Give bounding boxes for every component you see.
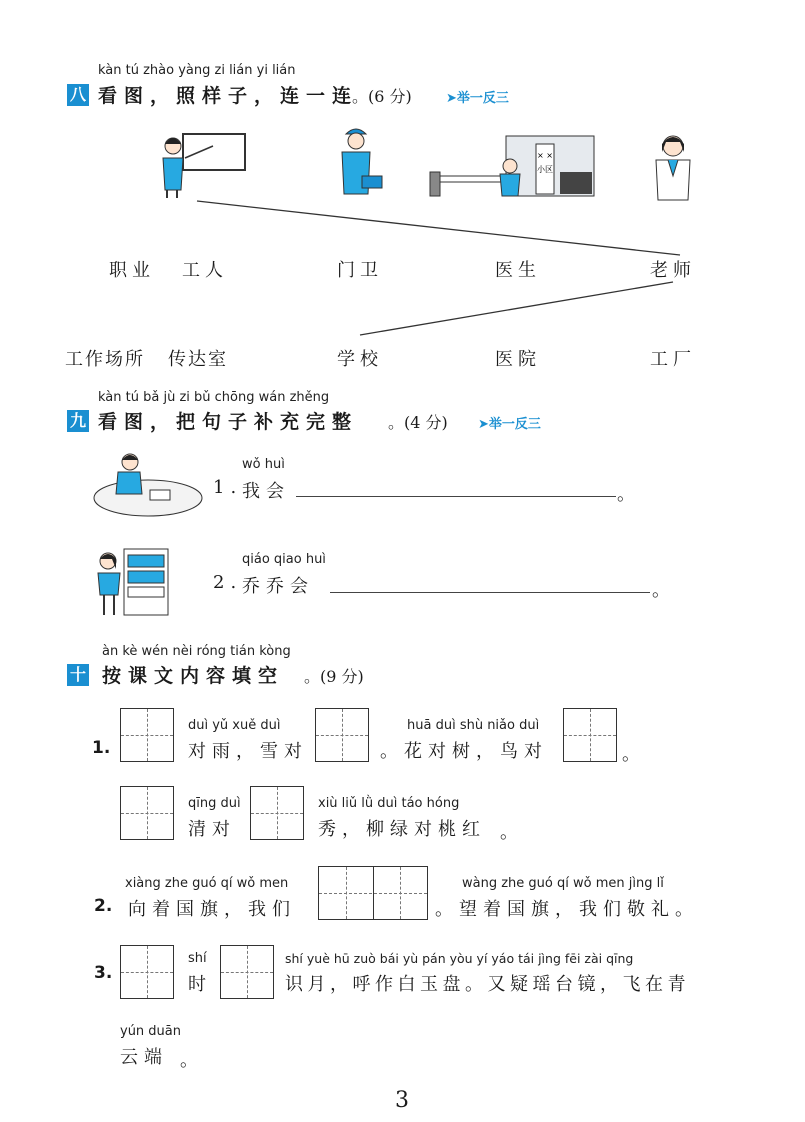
row2-word-factory: 工厂 xyxy=(650,349,696,370)
section8-score: 。(6 分) xyxy=(352,87,412,106)
q10-1-pinyin-1: duì yǔ xuě duì xyxy=(188,718,281,733)
q10-1-text-4: 秀，柳绿对桃红 xyxy=(318,819,486,840)
section10-score: 。(9 分) xyxy=(304,667,364,686)
q10-3-text-3: 云端 xyxy=(120,1047,168,1068)
q9-1-pinyin: wǒ huì xyxy=(242,457,285,472)
row2-word-school: 学校 xyxy=(337,349,383,370)
q9-2-pinyin: qiáo qiao huì xyxy=(242,552,326,567)
char-box[interactable] xyxy=(220,945,274,999)
q10-1-end-2: 。 xyxy=(622,744,646,765)
section10-badge: 十 xyxy=(67,664,89,686)
q10-1-end-4: 。 xyxy=(500,822,524,843)
four-char-box[interactable] xyxy=(318,866,428,920)
q9-1-end: 。 xyxy=(617,484,641,505)
q9-2-number: 2. xyxy=(213,572,243,593)
page-number: 3 xyxy=(395,1088,409,1113)
char-box[interactable] xyxy=(250,786,304,840)
q10-1-text-3: 清对 xyxy=(188,819,236,840)
q10-3-pinyin-1: shí xyxy=(188,951,207,966)
section8-pinyin: kàn tú zhào yàng zi lián yi lián xyxy=(98,63,296,78)
q10-1-pinyin-2: huā duì shù niǎo duì xyxy=(407,718,540,733)
q10-3-text-1: 时 xyxy=(188,974,212,995)
q9-2-text: 乔乔会 xyxy=(242,576,314,597)
section10-title: 按课文内容填空 xyxy=(102,665,285,687)
section9-hint: ➤举一反三 xyxy=(478,417,541,432)
q9-2-end: 。 xyxy=(652,580,676,601)
char-box[interactable] xyxy=(315,708,369,762)
q10-3-text-2: 识月，呼作白玉盘。又疑瑶台镜，飞在青 xyxy=(285,974,690,995)
q10-1-pinyin-4: xiù liǔ lǜ duì táo hóng xyxy=(318,796,460,811)
row1-word-doctor: 医生 xyxy=(495,260,541,281)
section9-title: 看图，把句子补充完整 xyxy=(98,411,359,433)
sample-connection-lines xyxy=(0,0,805,400)
q10-2-pinyin-1: xiàng zhe guó qí wǒ men xyxy=(125,876,289,891)
q9-1-text: 我会 xyxy=(242,481,290,502)
section8-title: 看图，照样子，连一连 xyxy=(98,85,359,107)
char-box[interactable] xyxy=(120,786,174,840)
q10-2-text-2: 。望着国旗，我们敬礼。 xyxy=(435,899,699,920)
q9-1-answer-line[interactable] xyxy=(296,496,616,497)
q10-3-number: 3. xyxy=(94,963,113,983)
section8-hint: ➤举一反三 xyxy=(446,91,509,106)
row1-word-worker: 工人 xyxy=(182,260,228,281)
q9-1-number: 1. xyxy=(213,477,243,498)
char-box[interactable] xyxy=(563,708,617,762)
section9-pinyin: kàn tú bǎ jù zi bǔ chōng wán zhěng xyxy=(98,390,330,405)
q9-2-answer-line[interactable] xyxy=(330,592,650,593)
q10-1-pinyin-3: qīng duì xyxy=(188,796,241,811)
row2-word-workplace: 工作场所 xyxy=(65,349,145,370)
q10-2-pinyin-2: wàng zhe guó qí wǒ men jìng lǐ xyxy=(462,876,664,891)
section9-badge: 九 xyxy=(67,410,89,432)
q10-1-text-2: 。花对树，鸟对 xyxy=(380,741,548,762)
q10-3-pinyin-2: shí yuè hū zuò bái yù pán yòu yí yáo tái jìng fēi zài qīng xyxy=(285,951,634,966)
row1-word-profession: 职业 xyxy=(109,260,155,281)
section10-pinyin: àn kè wén nèi róng tián kòng xyxy=(102,644,291,659)
row1-word-guard: 门卫 xyxy=(337,260,383,281)
q10-3-end-3: 。 xyxy=(180,1050,204,1071)
svg-text:× ×: × × xyxy=(537,151,553,160)
row2-word-guardroom: 传达室 xyxy=(168,349,228,370)
char-box[interactable] xyxy=(120,708,174,762)
row1-word-teacher: 老师 xyxy=(650,260,696,281)
row2-word-hospital: 医院 xyxy=(495,349,541,370)
svg-text:小区: 小区 xyxy=(537,165,553,174)
girl-bookshelf-illustration xyxy=(92,545,172,617)
q10-3-pinyin-3: yún duān xyxy=(120,1024,182,1039)
section8-badge: 八 xyxy=(67,84,89,106)
q10-1-text-1: 对雨，雪对 xyxy=(188,741,308,762)
girl-sweeping-illustration xyxy=(90,450,205,520)
section9-score: 。(4 分) xyxy=(388,413,448,432)
q10-2-number: 2. xyxy=(94,896,113,916)
char-box[interactable] xyxy=(120,945,174,999)
q10-2-text-1: 向着国旗，我们 xyxy=(128,899,296,920)
q10-1-number: 1. xyxy=(92,738,111,758)
